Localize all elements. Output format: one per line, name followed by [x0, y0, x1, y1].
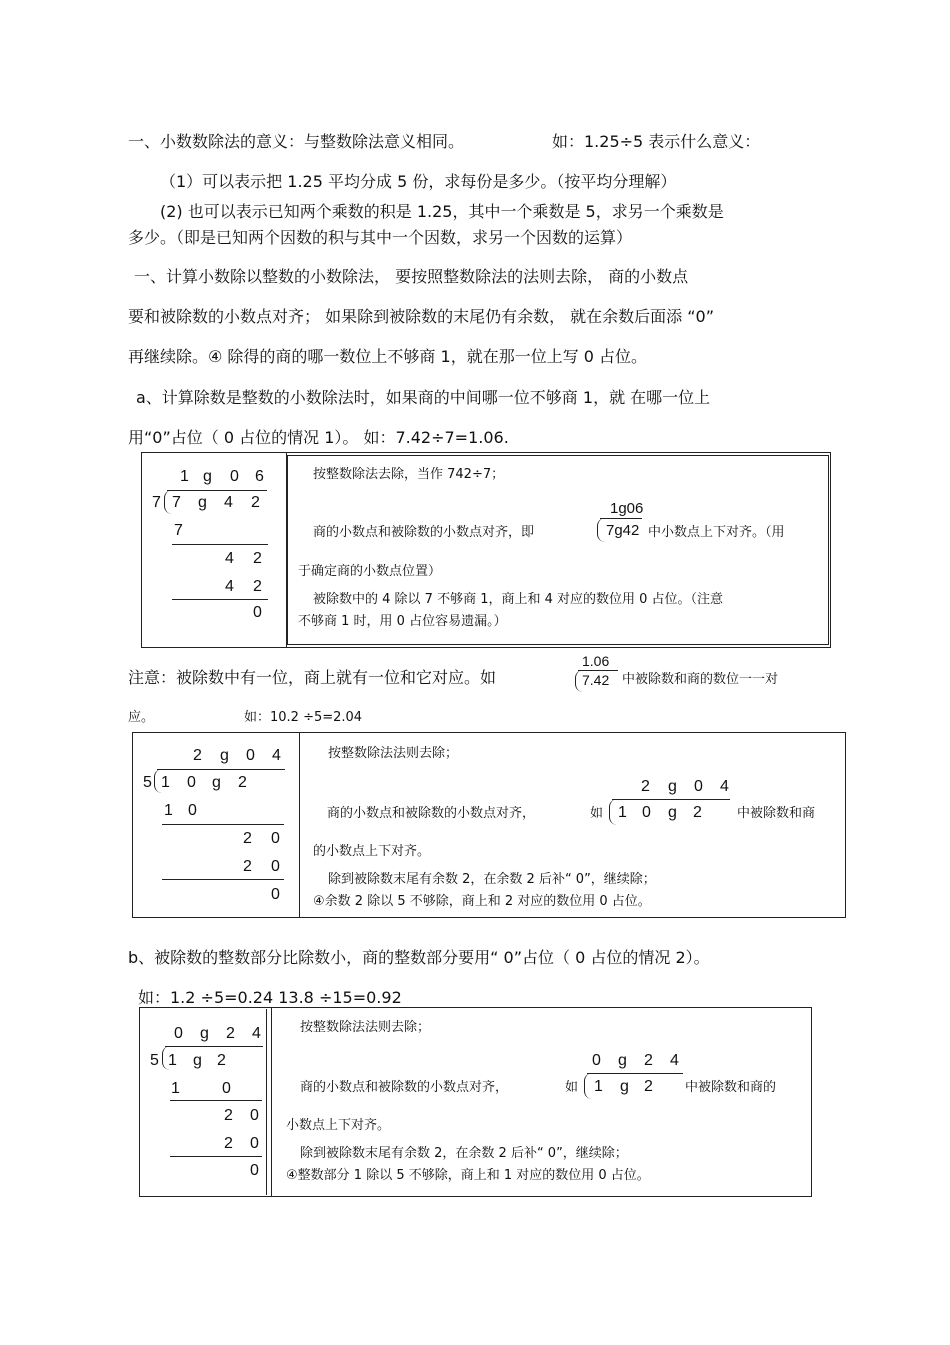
step-product-digit: 2 — [224, 1135, 233, 1152]
box3-text-1: 按整数除法法则去除； — [300, 1020, 431, 1035]
mini-dividend-digit: 1 — [594, 1078, 603, 1095]
note-quotient: 1.06 — [582, 653, 610, 669]
box2-text-2a: 商的小数点和被除数的小数点对齐， — [327, 806, 536, 821]
mini-dividend-digit: g — [668, 804, 677, 821]
mini-division-bracket — [597, 518, 606, 542]
dividend-digit: 2 — [238, 774, 247, 791]
quotient-digit: 2 — [226, 1025, 235, 1042]
mini-quotient-digit: 4 — [670, 1052, 679, 1069]
final-remainder: 0 — [253, 604, 262, 621]
long-division-1 — [141, 452, 287, 648]
note-text-b: 中被除数和商的数位一一对 — [622, 672, 779, 687]
mini-quotient-digit: 2 — [641, 778, 650, 795]
rule-b-line: b、被除数的整数部分比除数小，商的整数部分要用“ 0”占位（ 0 占位的情况 2）。 — [128, 948, 710, 967]
dividend-digit: 1 — [168, 1052, 177, 1069]
section1-heading: 一、小数数除法的意义：与整数除法意义相同。 — [128, 132, 465, 151]
mini-dividend-digit: 2 — [644, 1078, 653, 1095]
box2-text-3: 的小数点上下对齐。 — [313, 844, 431, 859]
step-line — [162, 824, 284, 825]
mini-quotient-digit: 4 — [720, 778, 729, 795]
quotient-digit: 6 — [255, 468, 264, 485]
quotient-digit: 1 — [180, 468, 189, 485]
step-product-digit: 4 — [225, 578, 234, 595]
meaning-2b: 多少。（即是已知两个因数的积与其中一个因数，求另一个因数的运算） — [128, 228, 633, 247]
quotient-digit: 0 — [246, 747, 255, 764]
divisor: 5 — [150, 1052, 159, 1069]
box2-text-2-ru: 如 — [590, 806, 604, 821]
box3-text-2-ru: 如 — [565, 1080, 579, 1095]
quotient-digit: 2 — [193, 747, 202, 764]
mini-division-bracket — [584, 1073, 593, 1099]
step-product-digit: 0 — [271, 858, 280, 875]
mini-division-bar — [612, 799, 730, 800]
division-bar — [165, 1046, 263, 1047]
mini-division-bar — [600, 518, 642, 519]
box3-text-5: ④整数部分 1 除以 5 不够除，商上和 1 对应的数位用 0 占位。 — [286, 1168, 650, 1183]
division-bar — [157, 769, 285, 770]
box3-text-4: 除到被除数末尾有余数 2，在余数 2 后补“ 0”，继续除； — [300, 1146, 628, 1161]
box3-text-2b: 中被除数和商的 — [685, 1080, 777, 1095]
mini-quotient-digit: 0 — [694, 778, 703, 795]
mini-division-bar — [587, 1073, 683, 1074]
note-example: 如：10.2 ÷5=2.04 — [244, 710, 363, 725]
section1-example: 如：1.25÷5 表示什么意义： — [552, 132, 761, 151]
final-remainder: 0 — [250, 1162, 259, 1179]
step-remainder-digit: 2 — [224, 1107, 233, 1124]
step-line — [162, 879, 284, 880]
step-product-digit: 1 — [164, 802, 173, 819]
note-division-bar — [578, 670, 618, 671]
mini-quotient-digit: g — [668, 778, 677, 795]
box3-text-2a: 商的小数点和被除数的小数点对齐， — [300, 1080, 509, 1095]
box1-text-5: 不够商 1 时，用 0 占位容易遗漏。） — [298, 614, 507, 629]
rule-a-line-1: a、计算除数是整数的小数除法时，如果商的中间哪一位不够商 1，就 在哪一位上 — [136, 388, 711, 407]
dividend-digit: 7 — [172, 494, 181, 511]
dividend-digit: g — [193, 1052, 202, 1069]
step-remainder-digit: 0 — [250, 1107, 259, 1124]
box2-text-2b: 中被除数和商 — [737, 806, 816, 821]
quotient-digit: 4 — [252, 1025, 261, 1042]
step-line — [172, 544, 268, 545]
quotient-digit: g — [200, 1025, 209, 1042]
mini-quotient-digit: g — [618, 1052, 627, 1069]
dividend-digit: 1 — [161, 774, 170, 791]
step-remainder-digit: 2 — [243, 830, 252, 847]
mini-division-bracket — [609, 799, 618, 825]
dividend-digit: 2 — [251, 494, 260, 511]
box2-text-4: 除到被除数末尾有余数 2，在余数 2 后补“ 0”，继续除； — [328, 872, 656, 887]
step-line — [172, 599, 268, 600]
step-remainder-digit: 2 — [253, 550, 262, 567]
box1-text-3: 于确定商的小数点位置） — [298, 564, 442, 579]
mini-dividend-digit: 2 — [693, 804, 702, 821]
quotient-digit: g — [203, 468, 212, 485]
dividend-digit: 0 — [187, 774, 196, 791]
rule-a-line-2: 用“0”占位（ 0 占位的情况 1）。 如：7.42÷7=1.06. — [128, 428, 509, 447]
mini-quotient-digit: 0 — [592, 1052, 601, 1069]
division-bar — [167, 490, 267, 491]
rule-line-1: 一、计算小数除以整数的小数除法， 要按照整数除法的法则去除， 商的小数点 — [134, 267, 689, 286]
step-product: 7 — [174, 522, 183, 539]
note-text-a: 注意：被除数中有一位，商上就有一位和它对应。如 — [128, 668, 497, 687]
dividend-digit: 4 — [224, 494, 233, 511]
final-remainder: 0 — [271, 886, 280, 903]
note-dividend: 7.42 — [582, 672, 610, 688]
step-product-digit: 0 — [188, 802, 197, 819]
box2-text-1: 按整数除法法则去除； — [328, 746, 459, 761]
meaning-2a: (2) 也可以表示已知两个乘数的积是 1.25，其中一个乘数是 5，求另一个乘数是 — [160, 202, 724, 221]
step-remainder-digit: 0 — [271, 830, 280, 847]
quotient-digit: 0 — [174, 1025, 183, 1042]
box1-text-1: 按整数除法去除，当作 742÷7； — [313, 467, 505, 482]
step-line — [170, 1156, 262, 1157]
divisor: 5 — [143, 774, 152, 791]
note-text-c: 应。 — [128, 710, 155, 725]
mini-dividend-digit: 1 — [618, 804, 627, 821]
divisor: 7 — [152, 494, 161, 511]
step-product-digit: 0 — [222, 1080, 231, 1097]
box1-text-2b: 中小数点上下对齐。（用 — [648, 525, 785, 540]
quotient-digit: 4 — [272, 747, 281, 764]
rule-line-2: 要和被除数的小数点对齐； 如果除到被除数的末尾仍有余数， 就在余数后面添 “0” — [128, 307, 715, 326]
dividend-digit: g — [198, 494, 207, 511]
mini-dividend: 7g42 — [606, 522, 640, 539]
box2-text-5: ④余数 2 除以 5 不够除，商上和 2 对应的数位用 0 占位。 — [313, 894, 651, 909]
box1-text-2a: 商的小数点和被除数的小数点对齐，即 — [313, 525, 535, 540]
step-product-digit: 2 — [253, 578, 262, 595]
column-divider — [266, 1009, 267, 1195]
step-remainder-digit: 4 — [225, 550, 234, 567]
step-line — [170, 1100, 262, 1101]
mini-dividend-digit: g — [620, 1078, 629, 1095]
dividend-digit: g — [212, 774, 221, 791]
rule-line-3: 再继续除。④ 除得的商的哪一数位上不够商 1，就在那一位上写 0 占位。 — [128, 347, 648, 366]
step-product-digit: 1 — [171, 1080, 180, 1097]
step-product-digit: 2 — [243, 858, 252, 875]
mini-quotient-digit: 2 — [644, 1052, 653, 1069]
mini-dividend-digit: 0 — [642, 804, 651, 821]
mini-quotient: 1g06 — [610, 500, 644, 517]
dividend-digit: 2 — [217, 1052, 226, 1069]
quotient-digit: 0 — [230, 468, 239, 485]
quotient-digit: g — [220, 747, 229, 764]
rule-b-example: 如：1.2 ÷5=0.24 13.8 ÷15=0.92 — [138, 988, 402, 1007]
step-product-digit: 0 — [250, 1135, 259, 1152]
meaning-1: （1）可以表示把 1.25 平均分成 5 份，求每份是多少。（按平均分理解） — [160, 172, 677, 191]
box1-text-4: 被除数中的 4 除以 7 不够商 1，商上和 4 对应的数位用 0 占位。（注意 — [313, 592, 724, 607]
box3-text-3: 小数点上下对齐。 — [286, 1118, 391, 1133]
